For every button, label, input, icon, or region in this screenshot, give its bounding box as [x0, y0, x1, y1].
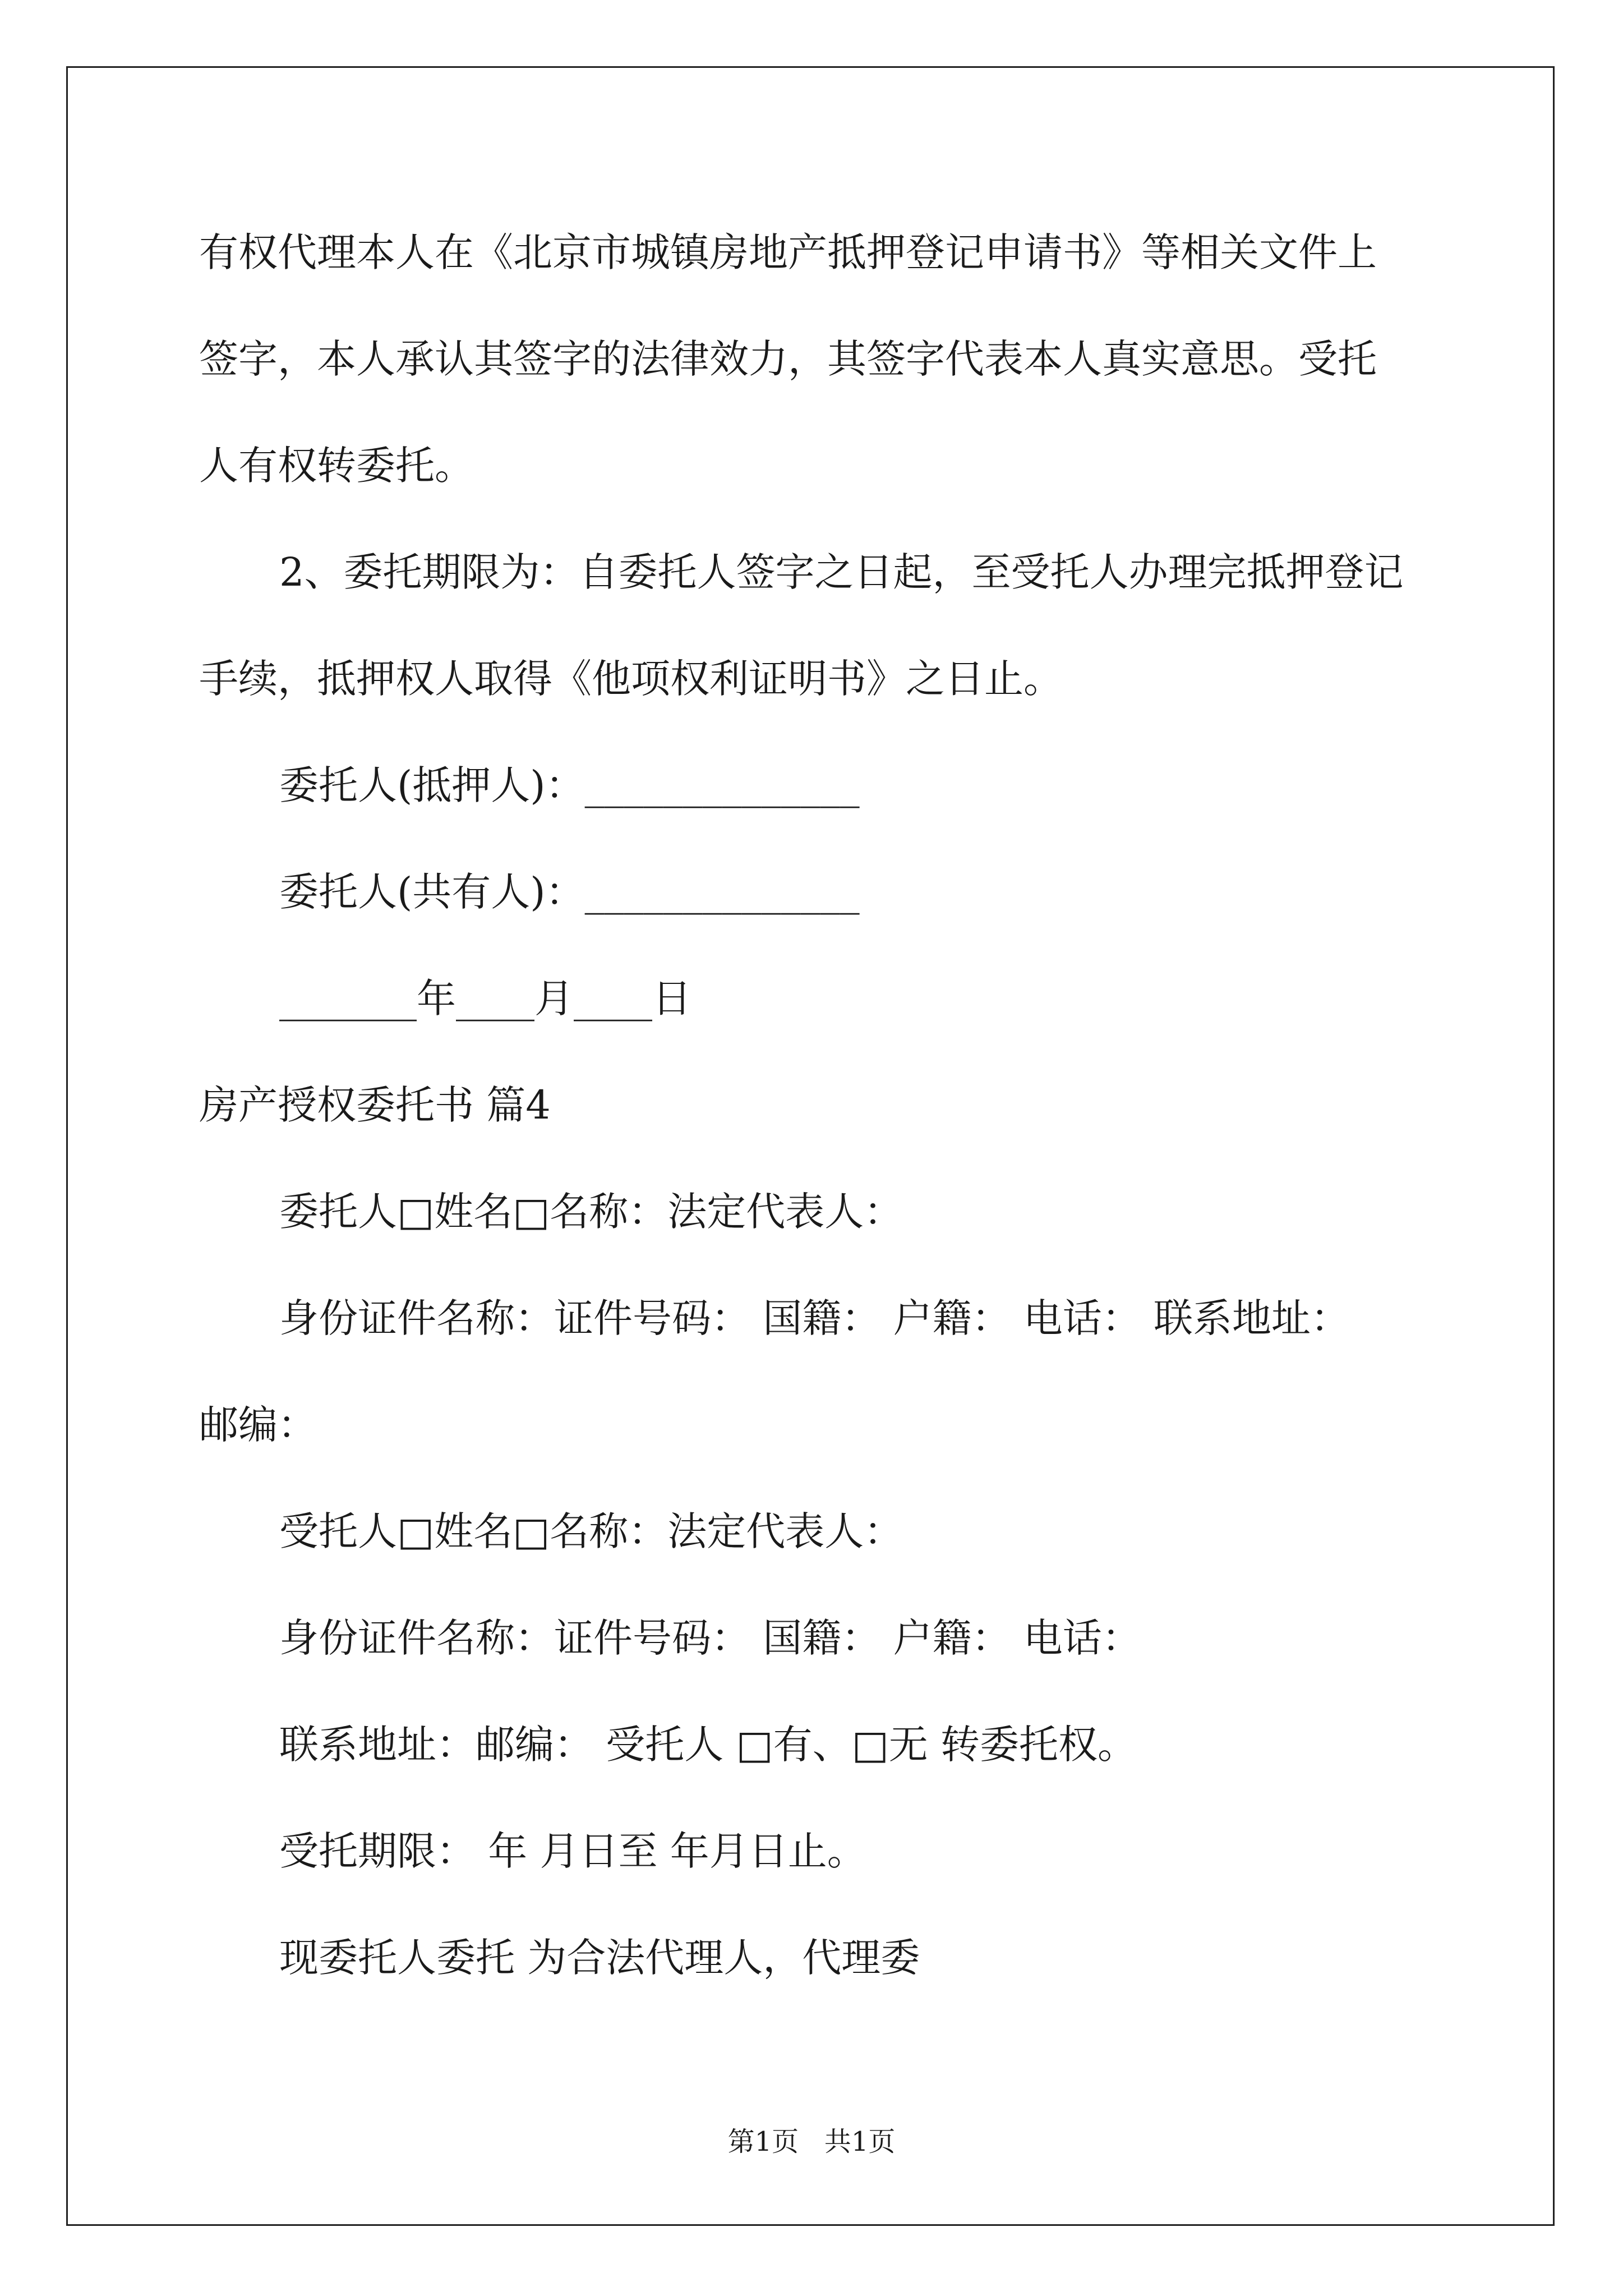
text-line-appointment: 现委托人委托 为合法代理人，代理委	[279, 1935, 920, 1981]
text-line-agent-address: 联系地址：邮编： 受托人 □有、□无 转委托权。	[279, 1722, 1137, 1768]
text-line-5: 手续，抵押权人取得《他项权利证明书》之日止。	[199, 656, 1063, 702]
page-border	[66, 66, 1555, 2226]
text-line-4: 2、委托期限为：自委托人签字之日起，至受托人办理完抵押登记	[279, 549, 1404, 595]
text-line-2: 签字，本人承认其签字的法律效力，其签字代表本人真实意思。受托	[199, 336, 1377, 382]
text-line-postcode: 邮编：	[199, 1402, 317, 1448]
text-line-term: 受托期限： 年 月日至 年月日止。	[279, 1828, 866, 1874]
date-line: _______年____月____日	[279, 976, 691, 1022]
section-heading: 房产授权委托书 篇4	[199, 1082, 551, 1128]
text-line-1: 有权代理本人在《北京市城镇房地产抵押登记申请书》等相关文件上	[199, 229, 1377, 275]
text-line-agent-id: 身份证件名称：证件号码： 国籍： 户籍： 电话：	[279, 1615, 1141, 1661]
text-line-3: 人有权转委托。	[199, 443, 474, 489]
page-footer: 第1页 共1页	[727, 2126, 896, 2157]
text-line-principal: 委托人□姓名□名称：法定代表人：	[279, 1189, 903, 1235]
signature-line-co-owner: 委托人(共有人)：______________	[279, 869, 860, 915]
text-line-agent: 受托人□姓名□名称：法定代表人：	[279, 1508, 903, 1554]
signature-line-mortgagor: 委托人(抵押人)：______________	[279, 762, 860, 808]
text-line-principal-id: 身份证件名称：证件号码： 国籍： 户籍： 电话： 联系地址：	[279, 1295, 1350, 1341]
